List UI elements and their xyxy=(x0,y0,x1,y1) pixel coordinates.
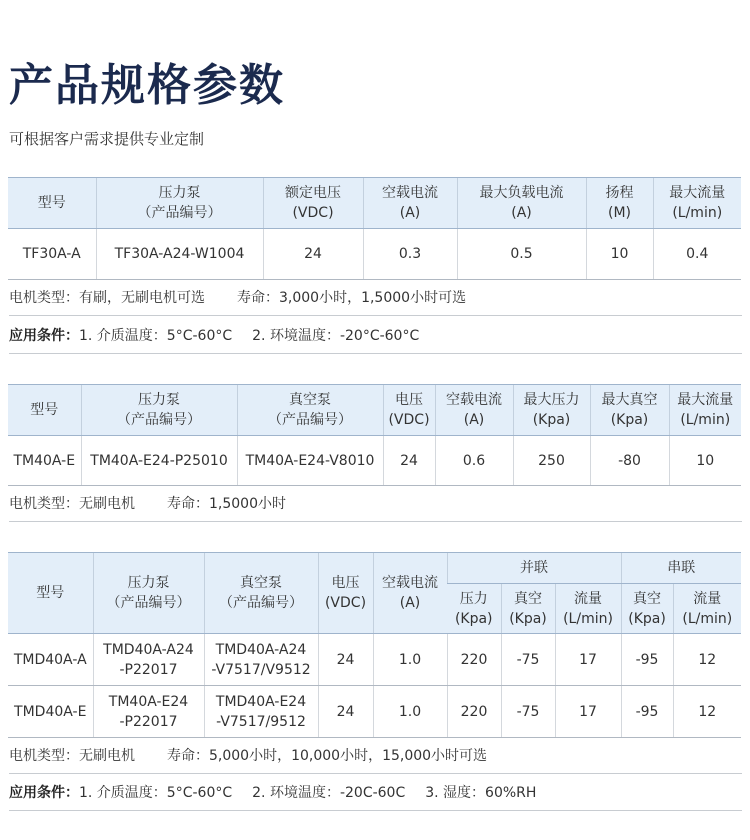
condition-ambient-temp: 2. 环境温度：-20C-60C xyxy=(252,785,406,801)
table-cell xyxy=(457,229,586,280)
table-cell xyxy=(673,686,741,738)
column-header xyxy=(81,385,237,436)
cell-text: 最大流量 xyxy=(669,185,726,201)
table-cell xyxy=(555,634,621,686)
table-cell xyxy=(318,634,373,686)
spec-table-tf30a xyxy=(8,177,741,280)
cell-text: 10 xyxy=(696,452,715,469)
conditions-tmd40a xyxy=(9,783,742,811)
condition-humidity: 3. 湿度：60%RH xyxy=(425,785,537,801)
cell-text: (A) xyxy=(463,412,485,428)
cell-text: -75 xyxy=(516,651,540,668)
cell-text: (A) xyxy=(399,595,421,611)
conditions-label: 应用条件： xyxy=(9,785,79,801)
table-cell xyxy=(363,229,457,280)
cell-text: 真空 xyxy=(514,590,542,607)
cell-text: 空载电流 xyxy=(382,185,438,201)
cell-text: （产品编号） xyxy=(137,205,222,221)
page-title: 产品规格参数 xyxy=(9,60,285,111)
column-header xyxy=(93,553,204,634)
motor-type-label: 电机类型： xyxy=(9,496,79,512)
cell-text: TF30A-A24-W1004 xyxy=(114,246,245,262)
table-cell xyxy=(447,634,501,686)
cell-text: (L/min) xyxy=(672,205,723,221)
cell-text: -95 xyxy=(635,651,659,668)
group-header-parallel: 并联 xyxy=(447,553,621,584)
table-cell xyxy=(435,436,513,486)
cell-text: 24 xyxy=(336,703,355,720)
cell-text: (Kpa) xyxy=(610,412,649,428)
cell-text: 12 xyxy=(698,651,717,668)
motor-type-value: 有刷，无刷电机可选 xyxy=(79,290,205,306)
cell-text: 型号 xyxy=(30,402,59,418)
life-value: 3,000小时，1,5000小时可选 xyxy=(279,290,467,306)
cell-text: (Kpa) xyxy=(532,412,571,428)
cell-text: 流量 xyxy=(574,590,603,607)
group-header-series: 串联 xyxy=(621,553,741,584)
column-header xyxy=(673,584,741,634)
cell-text: 17 xyxy=(579,651,597,668)
cell-text: 真空泵 xyxy=(240,575,282,591)
column-header xyxy=(383,385,435,436)
cell-text: TMD40A-E24 xyxy=(215,693,307,710)
table-row xyxy=(8,686,741,738)
column-header xyxy=(373,553,447,634)
cell-text: (VDC) xyxy=(388,412,430,428)
motor-type-value: 无刷电机 xyxy=(79,496,135,512)
column-header xyxy=(318,553,373,634)
cell-text: 1.0 xyxy=(398,651,422,668)
table-cell xyxy=(586,229,653,280)
life-label: 寿命： xyxy=(167,496,209,512)
cell-text: TM40A-E24-P25010 xyxy=(90,452,228,469)
cell-text: （产品编号） xyxy=(268,412,352,428)
motor-type-label: 电机类型： xyxy=(9,290,79,306)
column-header xyxy=(555,584,621,634)
cell-text: 压力泵 xyxy=(138,392,180,408)
condition-medium-temp: 1. 介质温度：5°C-60°C xyxy=(79,328,233,344)
column-header xyxy=(263,178,363,229)
cell-text: 0.3 xyxy=(398,246,422,262)
cell-text: 220 xyxy=(460,703,488,720)
column-header xyxy=(653,178,741,229)
motor-info-tmd40a xyxy=(9,746,742,774)
cell-text: 最大负载电流 xyxy=(479,185,564,201)
table-cell xyxy=(673,634,741,686)
table-cell xyxy=(501,686,555,738)
table-cell xyxy=(96,229,263,280)
cell-text: 250 xyxy=(538,452,565,469)
table-cell xyxy=(669,436,741,486)
table-cell xyxy=(263,229,363,280)
cell-text: (Kpa) xyxy=(628,610,666,627)
table-cell xyxy=(501,634,555,686)
column-header xyxy=(457,178,586,229)
motor-type-value: 无刷电机 xyxy=(79,748,135,764)
table-cell xyxy=(590,436,669,486)
cell-text: (VDC) xyxy=(292,205,334,221)
cell-text: (Kpa) xyxy=(454,610,493,627)
table-cell xyxy=(8,686,93,738)
cell-text: -V7517/V9512 xyxy=(211,661,311,678)
column-header xyxy=(447,584,501,634)
cell-text: (Kpa) xyxy=(509,610,547,627)
condition-ambient-temp: 2. 环境温度：-20°C-60°C xyxy=(252,328,420,344)
column-header xyxy=(586,178,653,229)
cell-text: TMD40A-A24 xyxy=(215,641,307,658)
life-label: 寿命： xyxy=(167,748,209,764)
cell-text: 12 xyxy=(698,703,717,720)
cell-text: 扬程 xyxy=(605,185,634,201)
table-cell xyxy=(621,686,673,738)
motor-type-label: 电机类型： xyxy=(9,748,79,764)
column-header xyxy=(204,553,318,634)
cell-text: 最大真空 xyxy=(601,392,658,408)
cell-text: (L/min) xyxy=(682,610,733,627)
table-cell xyxy=(93,634,204,686)
cell-text: 空载电流 xyxy=(382,575,438,591)
column-header xyxy=(501,584,555,634)
cell-text: -80 xyxy=(618,452,641,469)
cell-text: TMD40A-E xyxy=(14,703,87,720)
cell-text: 空载电流 xyxy=(446,392,502,408)
cell-text: -75 xyxy=(516,703,540,720)
life-value: 1,5000小时 xyxy=(209,496,286,512)
table-cell xyxy=(8,229,96,280)
table-cell xyxy=(318,686,373,738)
table-cell xyxy=(8,436,81,486)
cell-text: 最大压力 xyxy=(523,392,580,408)
cell-text: 0.5 xyxy=(510,246,533,262)
cell-text: TM40A-E24-V8010 xyxy=(245,452,375,469)
table-cell xyxy=(204,634,318,686)
column-header xyxy=(590,385,669,436)
cell-text: (L/min) xyxy=(563,610,613,627)
cell-text: 压力泵 xyxy=(127,575,170,591)
table-cell xyxy=(653,229,741,280)
cell-text: TF30A-A xyxy=(22,246,81,262)
cell-text: （产品编号） xyxy=(106,595,191,611)
table-cell xyxy=(237,436,383,486)
cell-text: (M) xyxy=(607,205,631,221)
cell-text: 流量 xyxy=(693,590,722,607)
table-cell xyxy=(383,436,435,486)
cell-text: 最大流量 xyxy=(677,392,734,408)
cell-text: TMD40A-A xyxy=(13,651,87,668)
cell-text: (VDC) xyxy=(324,595,367,611)
motor-info-tm40a xyxy=(9,494,742,522)
cell-text: 24 xyxy=(336,651,355,668)
table-cell xyxy=(8,634,93,686)
column-header xyxy=(621,584,673,634)
cell-text: 0.4 xyxy=(686,246,709,262)
column-header xyxy=(96,178,263,229)
table-cell xyxy=(555,686,621,738)
cell-text: 24 xyxy=(400,452,418,469)
cell-text: 真空泵 xyxy=(289,392,331,408)
cell-text: 型号 xyxy=(37,195,66,211)
cell-text: 0.6 xyxy=(462,452,486,469)
cell-text: (A) xyxy=(511,205,532,221)
table-cell xyxy=(373,686,447,738)
cell-text: TMD40A-A24 xyxy=(103,641,194,658)
table-cell xyxy=(373,634,447,686)
column-header xyxy=(669,385,741,436)
table-cell xyxy=(513,436,590,486)
column-header xyxy=(435,385,513,436)
column-header xyxy=(8,178,96,229)
spec-table-tm40a xyxy=(8,384,741,486)
cell-text: TM40A-E xyxy=(13,452,76,469)
cell-text: TM40A-E24 xyxy=(108,693,189,710)
cell-text: 真空 xyxy=(633,590,662,607)
table-row xyxy=(8,436,741,486)
cell-text: 17 xyxy=(579,703,597,720)
cell-text: 1.0 xyxy=(398,703,422,720)
conditions-label: 应用条件： xyxy=(9,328,79,344)
cell-text: -95 xyxy=(635,703,659,720)
table-cell xyxy=(621,634,673,686)
cell-text: （产品编号） xyxy=(117,412,201,428)
cell-text: -V7517/9512 xyxy=(216,713,306,730)
table-cell xyxy=(81,436,237,486)
cell-text: （产品编号） xyxy=(219,595,303,611)
cell-text: 型号 xyxy=(36,585,65,601)
motor-info-tf30a xyxy=(9,288,742,316)
life-label: 寿命： xyxy=(237,290,279,306)
cell-text: -P22017 xyxy=(119,713,178,730)
cell-text: 额定电压 xyxy=(285,185,341,201)
table-row xyxy=(8,634,741,686)
cell-text: 压力泵 xyxy=(158,185,201,201)
page-subtitle: 可根据客户需求提供专业定制 xyxy=(9,130,205,148)
spec-table-tmd40a xyxy=(8,552,741,738)
column-header xyxy=(8,553,93,634)
table-cell xyxy=(204,686,318,738)
column-header xyxy=(237,385,383,436)
cell-text: 压力 xyxy=(459,590,488,607)
column-header xyxy=(513,385,590,436)
conditions-tf30a xyxy=(9,326,742,354)
table-row xyxy=(8,229,741,280)
column-header xyxy=(363,178,457,229)
cell-text: 电压 xyxy=(331,575,360,591)
table-cell xyxy=(447,686,501,738)
life-value: 5,000小时，10,000小时，15,000小时可选 xyxy=(209,748,488,764)
cell-text: 220 xyxy=(460,651,488,668)
column-header xyxy=(8,385,81,436)
condition-medium-temp: 1. 介质温度：5°C-60°C xyxy=(79,785,233,801)
cell-text: 10 xyxy=(610,246,629,262)
cell-text: 24 xyxy=(304,246,322,262)
cell-text: (L/min) xyxy=(680,412,731,428)
cell-text: -P22017 xyxy=(119,661,178,678)
cell-text: 电压 xyxy=(395,392,423,408)
cell-text: (A) xyxy=(399,205,421,221)
table-cell xyxy=(93,686,204,738)
